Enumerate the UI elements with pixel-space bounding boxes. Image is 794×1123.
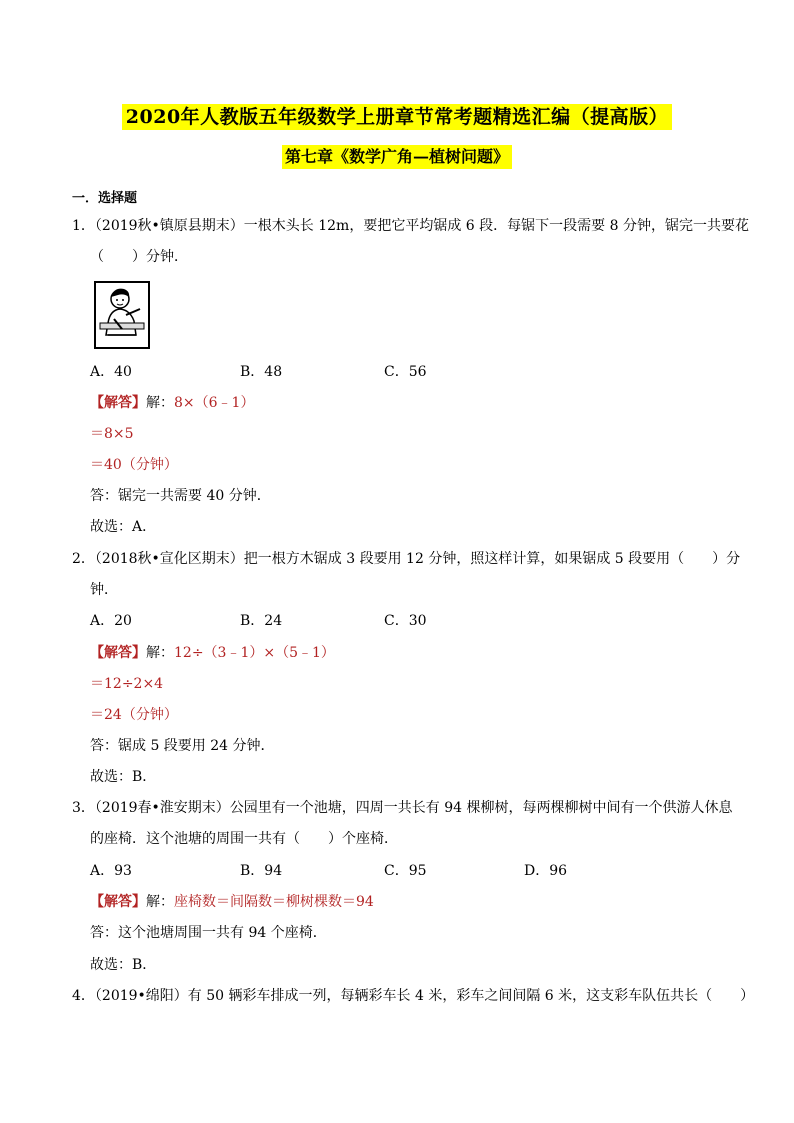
q1-option-c: C．56 xyxy=(384,364,427,380)
q1-solution-line-1: 【解答】解：8×（6﹣1） xyxy=(90,395,255,411)
section-heading: 一．选择题 xyxy=(72,191,138,206)
q2-option-a: A．20 xyxy=(90,613,132,629)
q2-solution-line-2: ＝12÷2×4 xyxy=(90,676,164,692)
q2-option-c: C．30 xyxy=(384,613,427,629)
q2-option-b: B．24 xyxy=(240,613,283,629)
q2-choice: 故选：B． xyxy=(90,769,157,785)
q1-solution-line-3: ＝40（分钟） xyxy=(90,457,178,473)
question-3-text: 3．（2019春•淮安期末）公园里有一个池塘，四周一共长有 94 棵柳树，每两棵柳树中间有一个供游人休息 xyxy=(72,800,733,816)
question-1-text-cont: （ ）分钟． xyxy=(90,249,188,265)
q3-answer: 答：这个池塘周围一共有 94 个座椅． xyxy=(90,925,327,941)
question-1-text: 1．（2019秋•镇原县期末）一根木头长 12m，要把它平均锯成 6 段．每锯下一段需要 8 分钟，锯完一共要花 xyxy=(72,218,749,234)
question-4-text: 4．（2019•绵阳）有 50 辆彩车排成一列，每辆彩车长 4 米，彩车之间间隔 6 米，这支彩车队伍共长（ ） xyxy=(72,988,755,1004)
q3-option-a: A．93 xyxy=(90,863,132,879)
q3-solution-line-1: 【解答】解：座椅数＝间隔数＝柳树棵数＝94 xyxy=(90,894,374,910)
q1-choice: 故选：A． xyxy=(90,519,157,535)
q1-option-a: A．40 xyxy=(90,364,132,380)
boy-sawing-wood-icon xyxy=(94,281,150,349)
q1-solution-line-2: ＝8×5 xyxy=(90,426,134,442)
solution-tag: 【解答】 xyxy=(90,645,146,661)
q3-option-b: B．94 xyxy=(240,863,283,879)
q2-solution-line-1: 【解答】解：12÷（3﹣1）×（5﹣1） xyxy=(90,645,335,661)
solution-tag: 【解答】 xyxy=(90,395,146,411)
q3-choice: 故选：B． xyxy=(90,957,157,973)
q3-option-c: C．95 xyxy=(384,863,427,879)
q1-option-b: B．48 xyxy=(240,364,283,380)
document-title: 2020年人教版五年级数学上册章节常考题精选汇编（提高版） xyxy=(122,104,672,130)
solution-tag: 【解答】 xyxy=(90,894,146,910)
question-2-text: 2．（2018秋•宣化区期末）把一根方木锯成 3 段要用 12 分钟，照这样计算，如果锯成 5 段要用（ ）分 xyxy=(72,551,741,567)
q1-answer: 答：锯完一共需要 40 分钟． xyxy=(90,488,271,504)
q3-option-d: D．96 xyxy=(524,863,568,879)
q2-solution-line-3: ＝24（分钟） xyxy=(90,707,178,723)
q2-answer: 答：锯成 5 段要用 24 分钟． xyxy=(90,738,275,754)
question-3-text-cont: 的座椅．这个池塘的周围一共有（ ）个座椅． xyxy=(90,831,398,847)
question-2-text-cont: 钟． xyxy=(90,582,118,598)
chapter-subtitle: 第七章《数学广角—植树问题》 xyxy=(282,145,512,169)
